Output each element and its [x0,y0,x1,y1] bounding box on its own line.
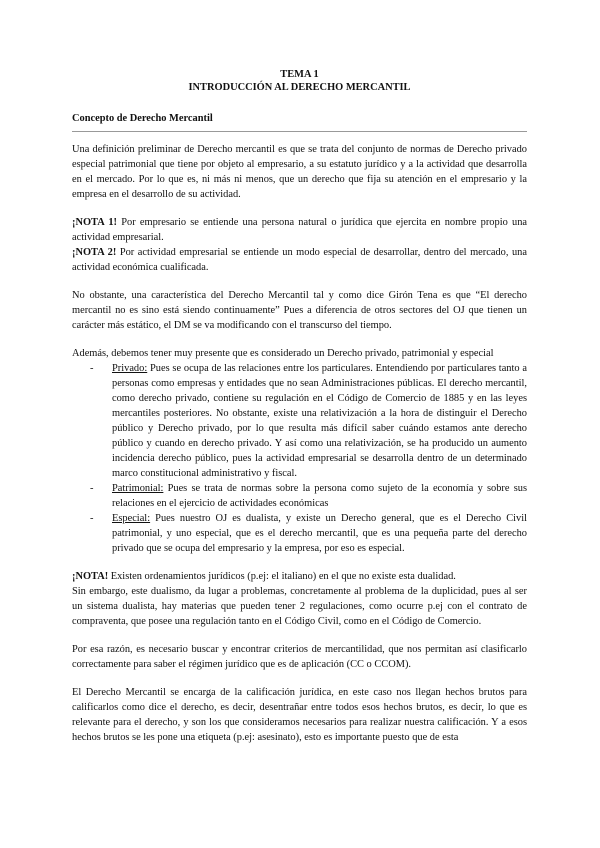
document-tema: TEMA 1 [280,69,319,80]
note-1-text: Por empresario se entiende una persona natural o jurídica que ejercita en nombre propio una actividad empresarial. [72,217,527,243]
document-title: INTRODUCCIÓN AL DERECHO MERCANTIL [188,82,411,93]
note-2 [72,245,527,275]
list-text: Pues nuestro OJ es dualista, y existe un Derecho general, que es el Derecho Civil patrimonial, y uno especial, que es el derecho mercantil, que es una pequeña parte del derecho privado que se ocupa del empresario y la empresa, por eso es especial. [112,513,527,554]
list-term: Patrimonial: [112,483,164,494]
list-dash: - [90,513,94,524]
list-dash: - [90,483,94,494]
paragraph-dualismo: Sin embargo, este dualismo, da lugar a problemas, concretamente al problema de la duplicidad, pues al ser un sistema dualista, hay materias que pueden tener 2 regulaciones, como ocurre p.ej con el contrato de compraventa, que posee una regulación tanto en el Código Civil, como en el Código de Comercio. [72,586,527,627]
note-2-text: Por actividad empresarial se entiende un modo especial de desarrollar, dentro del mercado, una actividad económica cualificada. [72,247,527,273]
list-item-especial [72,511,527,556]
list-item-patrimonial [72,481,527,511]
list-text: Pues se trata de normas sobre la persona como sujeto de la economía y sobre sus relaciones en el ejercicio de actividades económicas [112,483,527,509]
paragraph-caracteristicas: Además, debemos tener muy presente que es considerado un Derecho privado, patrimonial y especial [72,348,494,359]
note-1 [72,215,527,245]
characteristics-list [72,361,527,556]
list-dash: - [90,363,94,374]
list-item-privado [72,361,527,481]
paragraph-calificacion: El Derecho Mercantil se encarga de la calificación jurídica, en este caso nos llegan hechos brutos para calificarlos como dice el derecho, es decir, desentrañar entre todos esos hechos brutos, es decir, lo que es relevante para el derecho, y son los que consideramos necesarios para realizar nuestra calificación. Y a esos hechos brutos se les pone una etiqueta (p.ej: asesinato), esto es importante puesto que de esta [72,687,527,743]
paragraph-criterios: Por esa razón, es necesario buscar y encontrar criterios de mercantilidad, que nos permitan así clasificarlo correctamente para saber el régimen jurídico que es de aplicación (CC o CCOM). [72,644,527,670]
note-2-label: ¡NOTA 2! [72,247,117,258]
note-3 [72,569,527,584]
document-page [72,68,527,745]
list-text: Pues se ocupa de las relaciones entre los particulares. Entendiendo por particulares tanto a personas como empresas y entidades que no sean Administraciones públicas. El derecho mercantil, como derecho privado, contiene su regulación en el Código de Comercio de 1885 y en las leyes mercantiles posteriores. No obstante, existe una relativización a la hora de distinguir el Derecho público y Derecho privado, por lo que resulta más difícil saber cuándo estamos ante derecho público y cuando en derecho privado. Y así como una relativización, se ha producido un aumento incidencia derecho público, pues la actividad empresarial se desarrolla dentro de un determinado marco constitucional administrativo y fiscal. [112,363,527,479]
paragraph-definition: Una definición preliminar de Derecho mercantil es que se trata del conjunto de normas de Derecho privado especial patrimonial que tiene por objeto al empresario, a su estatuto jurídico y a la actividad que desarrolla en el mercado. Por lo que es, ni más ni menos, que un derecho que fija su atención en el empresario y la empresa en el desarrollo de su actividad. [72,144,527,200]
list-term: Especial: [112,513,151,524]
paragraph-giron-tena: No obstante, una característica del Derecho Mercantil tal y como dice Girón Tena es que “El derecho mercantil no es sino está siendo continuamente” Pues a diferencia de otros sectores del OJ que tienen un carácter más estático, el DM se va modificando con el transcurso del tiempo. [72,290,527,331]
note-3-label: ¡NOTA! [72,571,109,582]
list-term: Privado: [112,363,148,374]
section-heading: Concepto de Derecho Mercantil [72,113,213,124]
note-1-label: ¡NOTA 1! [72,217,118,228]
note-3-text: Existen ordenamientos jurídicos (p.ej: el italiano) en el que no existe esta dualidad. [108,571,456,582]
